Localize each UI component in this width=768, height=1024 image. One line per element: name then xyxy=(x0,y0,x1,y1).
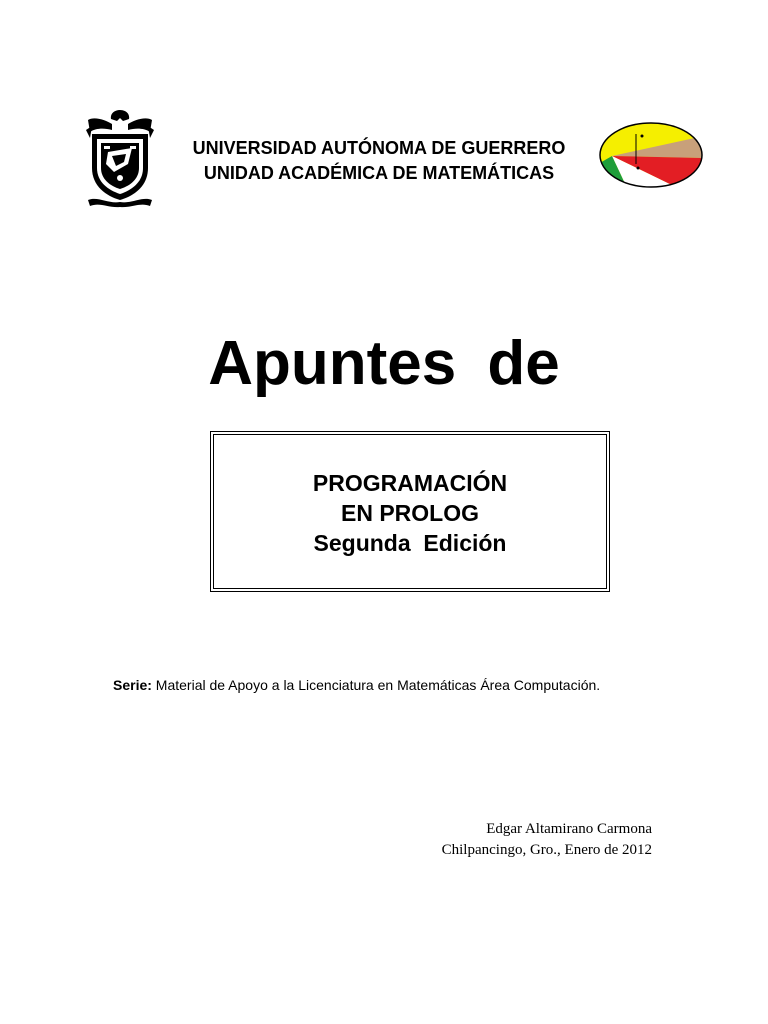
series-note xyxy=(113,675,733,695)
subtitle-line-2: EN PROLOG xyxy=(340,500,479,526)
subtitle-line-3: Segunda Edición xyxy=(313,530,507,556)
university-crest-icon xyxy=(84,108,156,210)
math-unit-logo-icon xyxy=(598,120,704,190)
subtitle-line-1: PROGRAMACIÓN xyxy=(312,470,508,496)
university-name: UNIVERSIDAD AUTÓNOMA DE GUERRERO xyxy=(192,138,566,158)
institution-header xyxy=(160,136,598,186)
page-title: Apuntes de xyxy=(208,329,560,398)
author-block xyxy=(442,819,652,861)
series-text: Material de Apoyo a la Licenciatura en Matemáticas Área Computación. xyxy=(151,677,601,693)
academic-unit-name: UNIDAD ACADÉMICA DE MATEMÁTICAS xyxy=(203,163,555,183)
place-and-date: Chilpancingo, Gro., Enero de 2012 xyxy=(441,842,652,858)
series-label: Serie: xyxy=(113,677,152,693)
subtitle-box xyxy=(213,434,607,589)
author-name: Edgar Altamirano Carmona xyxy=(486,821,652,837)
